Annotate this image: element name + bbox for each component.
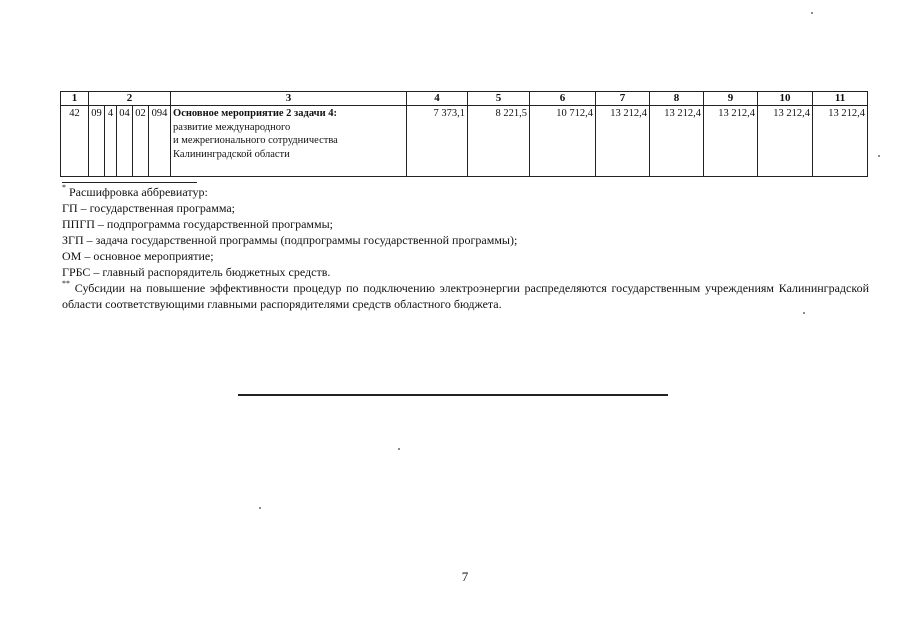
budget-table — [60, 91, 868, 177]
subsidy-note: ** Субсидии на повышение эффективности процедур по подключению электроэнергии распределяются государственным учреждениям Калининградской области соответствующими главными распорядителями средств областного бюджета. — [62, 279, 869, 311]
header-cell: 3 — [171, 92, 407, 106]
footnotes — [62, 184, 869, 312]
value-cell: 13 212,4 — [758, 106, 813, 177]
value-cell: 13 212,4 — [813, 106, 868, 177]
value-cell: 13 212,4 — [704, 106, 758, 177]
header-cell: 5 — [468, 92, 530, 106]
header-cell: 4 — [407, 92, 468, 106]
description-cell — [171, 106, 407, 177]
abbreviation-line: ППГП – подпрограмма государственной программы; — [62, 217, 333, 231]
footnote-lead: * Расшифровка аббревиатур: — [62, 183, 208, 199]
footnote-mark: * — [62, 183, 66, 192]
scan-speck — [259, 507, 261, 509]
code-cell: 02 — [133, 106, 149, 177]
value-cell: 8 221,5 — [468, 106, 530, 177]
activity-title: Основное мероприятие 2 задачи 4: — [173, 108, 337, 119]
end-of-document-line — [238, 394, 668, 396]
scan-speck — [398, 448, 400, 450]
abbreviation-line: ЗГП – задача государственной программы (подпрограммы государственной программы); — [62, 233, 518, 247]
abbreviation-line: ГРБС – главный распорядитель бюджетных средств. — [62, 265, 331, 279]
description-line: Калининградской области — [173, 148, 290, 160]
code-cell: 094 — [149, 106, 171, 177]
footnote-mark: ** — [62, 279, 70, 288]
header-cell: 7 — [596, 92, 650, 106]
scan-speck — [878, 155, 880, 157]
scan-speck — [811, 12, 813, 14]
header-cell: 2 — [89, 92, 171, 106]
code-cell: 04 — [117, 106, 133, 177]
scan-speck — [803, 312, 805, 314]
header-cell: 8 — [650, 92, 704, 106]
abbreviation-line: ОМ – основное мероприятие; — [62, 249, 214, 263]
description-line: развитие международного — [173, 121, 291, 133]
code-cell: 09 — [89, 106, 105, 177]
header-cell: 1 — [61, 92, 89, 106]
header-cell: 10 — [758, 92, 813, 106]
value-cell: 13 212,4 — [596, 106, 650, 177]
value-cell: 7 373,1 — [407, 106, 468, 177]
code-cell: 4 — [105, 106, 117, 177]
header-cell: 9 — [704, 92, 758, 106]
row-number: 42 — [61, 106, 89, 177]
value-cell: 13 212,4 — [650, 106, 704, 177]
header-cell: 6 — [530, 92, 596, 106]
abbreviation-line: ГП – государственная программа; — [62, 201, 235, 215]
value-cell: 10 712,4 — [530, 106, 596, 177]
page-number: 7 — [461, 569, 469, 584]
table-header-row — [61, 92, 868, 106]
table-row — [61, 106, 868, 177]
header-cell: 11 — [813, 92, 868, 106]
description-line: и межрегионального сотрудничества — [173, 135, 338, 146]
footnote-separator — [62, 182, 197, 183]
